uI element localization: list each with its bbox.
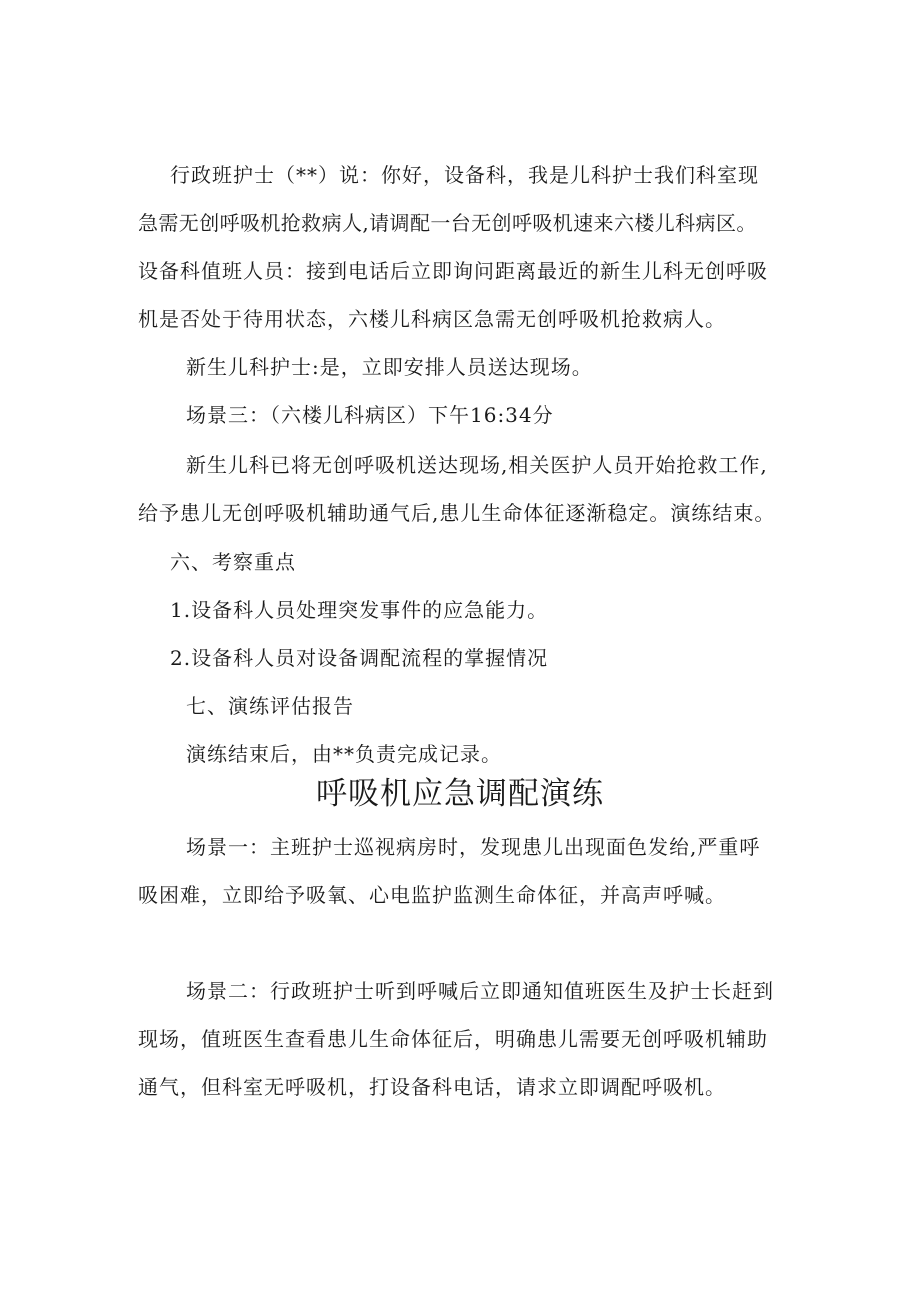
scene-three-line-1: 新生儿科已将无创呼吸机送达现场,相关医护人员开始抢救工作, — [186, 453, 768, 477]
equipment-staff-line-2: 机是否处于待用状态，六楼儿科病区急需无创呼吸机抢救病人。 — [138, 307, 726, 331]
section-six-heading: 六、考察重点 — [170, 550, 296, 574]
nurse-call-line-2: 急需无创呼吸机抢救病人,请调配一台无创呼吸机速来六楼儿科病区。 — [138, 211, 757, 235]
document-title: 呼吸机应急调配演练 — [316, 776, 604, 812]
section-seven-heading: 七、演练评估报告 — [186, 694, 354, 718]
neonatal-nurse-reply: 新生儿科护士:是，立即安排人员送达现场。 — [186, 355, 593, 379]
scene-one-line-2: 吸困难，立即给予吸氧、心电监护监测生命体征，并高声呼喊。 — [138, 883, 726, 907]
scene-two-line-3: 通气，但科室无呼吸机，打设备科电话，请求立即调配呼吸机。 — [138, 1075, 726, 1099]
focus-item-1: 1.设备科人员处理突发事件的应急能力。 — [170, 598, 549, 622]
equipment-staff-line-1: 设备科值班人员：接到电话后立即询问距离最近的新生儿科无创呼吸 — [138, 259, 768, 283]
focus-item-2: 2.设备科人员对设备调配流程的掌握情况 — [170, 646, 549, 670]
nurse-call-line-1: 行政班护士（**）说：你好，设备科，我是儿科护士我们科室现 — [170, 163, 759, 187]
scene-one-line-1: 场景一：主班护士巡视病房时，发现患儿出现面色发绐,严重呼 — [186, 835, 761, 859]
evaluation-text: 演练结束后，由**负责完成记录。 — [186, 742, 502, 766]
scene-three-heading: 场景三：（六楼儿科病区）下午16:34分 — [186, 403, 554, 427]
scene-two-line-2: 现场，值班医生查看患儿生命体征后，明确患儿需要无创呼吸机辅助 — [138, 1027, 768, 1051]
scene-two-line-1: 场景二：行政班护士听到呼喊后立即通知值班医生及护士长赶到 — [186, 979, 774, 1003]
scene-three-line-2: 给予患儿无创呼吸机辅助通气后,患儿生命体征逐渐稳定。演练结束。 — [138, 501, 776, 525]
